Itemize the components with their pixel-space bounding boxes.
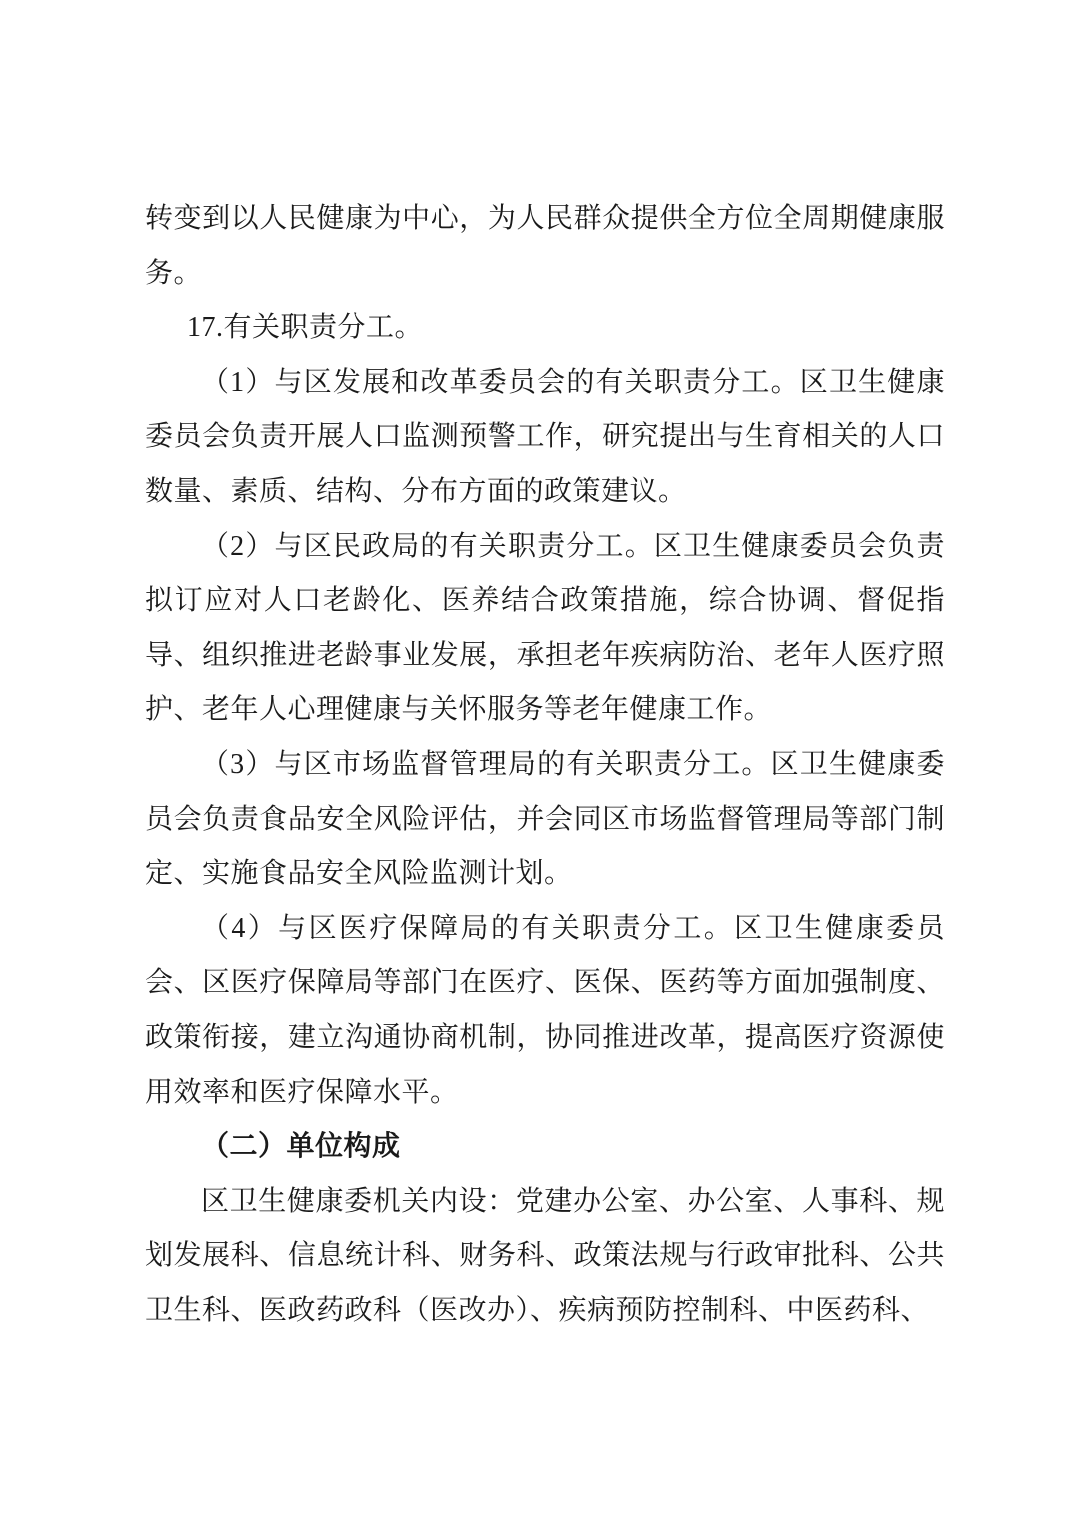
heading-unit-composition: （二）单位构成 [201, 1131, 401, 1163]
para-internal-departments: 区卫生健康委机关内设：党建办公室、办公室、人事科、规划发展科、信息统计科、财务科、政策法规与行政审批科、公共卫生科、医政药政科（医改办）、疾病预防控制科、中医药科、 [145, 1185, 945, 1326]
para-continuation: 转变到以人民健康为中心，为人民群众提供全方位全周期健康服务。 [145, 203, 945, 289]
para-item-3-market-regulation-bureau: （3）与区市场监督管理局的有关职责分工。区卫生健康委员会负责食品安全风险评估，并会同区市场监督管理局等部门制定、实施食品安全风险监测计划。 [145, 748, 945, 890]
para-17-responsibilities: 17.有关职责分工。 [187, 312, 424, 344]
para-item-4-medical-insurance-bureau: （4）与区医疗保障局的有关职责分工。区卫生健康委员会、区医疗保障局等部门在医疗、医保、医药等方面加强制度、政策衔接，建立沟通协商机制，协同推进改革，提高医疗资源使用效率和医疗保障水平。 [145, 912, 945, 1108]
para-item-2-civil-affairs-bureau: （2）与区民政局的有关职责分工。区卫生健康委员会负责拟订应对人口老龄化、医养结合政策措施，综合协调、督促指导、组织推进老龄事业发展，承担老年疾病防治、老年人医疗照护、老年人心理健康与关怀服务等老年健康工作。 [145, 530, 945, 726]
document-body [145, 192, 945, 1338]
para-item-1-development-reform-commission: （1）与区发展和改革委员会的有关职责分工。区卫生健康委员会负责开展人口监测预警工作，研究提出与生育相关的人口数量、素质、结构、分布方面的政策建议。 [145, 366, 945, 507]
